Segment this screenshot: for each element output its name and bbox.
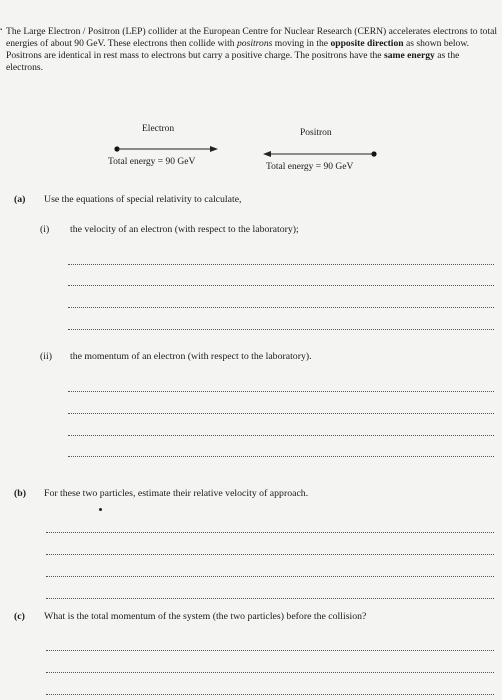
- intro-same-energy: same energy: [383, 50, 435, 61]
- answer-line-a-ii-1[interactable]: [68, 391, 494, 392]
- answer-line-a-ii-3[interactable]: [68, 435, 494, 436]
- answer-line-b-3[interactable]: [46, 576, 494, 577]
- positron-label: Positron: [300, 128, 332, 138]
- part-c-label: (c): [14, 611, 25, 622]
- answer-line-b-1[interactable]: [46, 532, 494, 533]
- part-b-text: For these two particles, estimate their relative velocity of approach.: [44, 488, 309, 499]
- intro-text-3: as shown below. Positrons are identical in rest mass to electrons but carry a positive charge. The positrons have the: [6, 38, 470, 61]
- part-a-i-label: (i): [40, 224, 50, 235]
- answer-line-c-1[interactable]: [46, 650, 494, 651]
- part-a-i-text: the velocity of an electron (with respect to the laboratory);: [70, 224, 299, 235]
- stray-ink-dot: [99, 508, 102, 511]
- answer-line-a-i-2[interactable]: [68, 285, 494, 286]
- answer-line-a-i-1[interactable]: [68, 264, 494, 265]
- answer-line-a-ii-2[interactable]: [68, 413, 494, 414]
- electron-label: Electron: [142, 124, 175, 134]
- electron-energy-label: Total energy = 90 GeV: [108, 157, 196, 167]
- intro-positrons: positrons: [237, 38, 273, 49]
- part-a-text: Use the equations of special relativity to calculate,: [44, 194, 242, 205]
- positron-arrow: [263, 151, 377, 157]
- intro-text-2: moving in the: [272, 38, 331, 49]
- answer-line-c-2[interactable]: [46, 672, 494, 673]
- positron-energy-label: Total energy = 90 GeV: [266, 162, 354, 172]
- intro-text-1: The Large Electron / Positron (LEP) collider at the European Centre for Nuclear Research (CERN) accelerates electrons to total energies of about 90 GeV. These electrons then collide with: [6, 26, 498, 49]
- answer-line-b-4[interactable]: [46, 598, 494, 599]
- positron-arrow-head: [263, 151, 271, 157]
- answer-line-b-2[interactable]: [46, 554, 494, 555]
- answer-line-a-ii-4[interactable]: [68, 456, 494, 457]
- part-a-label: (a): [14, 194, 26, 205]
- part-c-text: What is the total momentum of the system (the two particles) before the collision?: [44, 611, 367, 622]
- answer-line-a-i-3[interactable]: [68, 307, 494, 308]
- question-bullet: .: [0, 22, 3, 33]
- answer-line-c-3[interactable]: [46, 694, 494, 695]
- answer-line-a-i-4[interactable]: [68, 329, 494, 330]
- intro-text-4: as the electrons.: [6, 50, 460, 73]
- electron-arrow: [114, 146, 218, 152]
- electron-arrow-head: [210, 146, 218, 152]
- part-b-label: (b): [14, 488, 26, 499]
- intro-opposite-direction: opposite direction: [330, 38, 404, 49]
- part-a-ii-label: (ii): [40, 351, 52, 362]
- part-a-ii-text: the momentum of an electron (with respect to the laboratory).: [70, 351, 312, 362]
